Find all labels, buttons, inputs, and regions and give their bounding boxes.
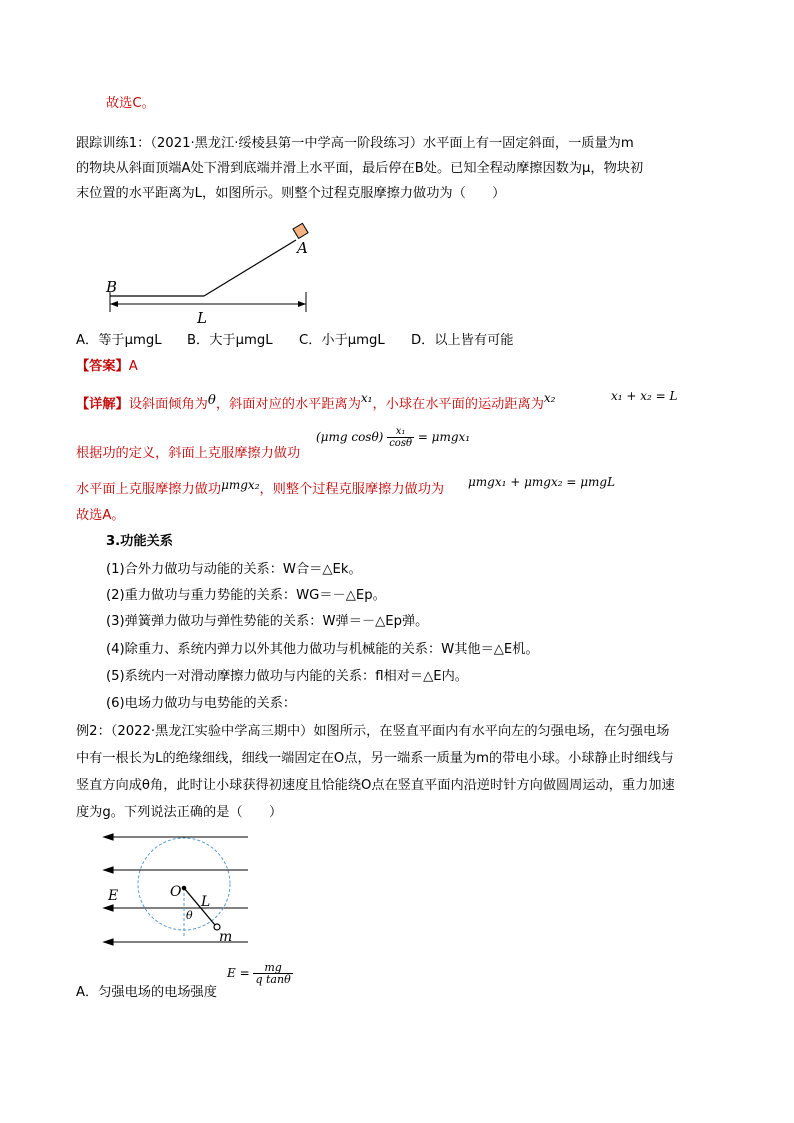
option-a-lhs: E = [227, 966, 250, 980]
question-1-line-3: 末位置的水平距离为L，如图所示。则整个过程克服摩擦力做功为（ ） [76, 186, 506, 201]
field-figure [100, 828, 255, 950]
label-l: L [197, 309, 207, 327]
option-a: A．等于μmgL [76, 333, 162, 348]
formula-incline-den: cosθ [389, 438, 412, 449]
detail-text-4: 水平面上克服摩擦力做功 [76, 482, 222, 497]
formula-sum: x₁ + x₂ = L [611, 389, 678, 403]
question-1-line-1: 跟踪训练1：（2021·黑龙江·绥棱县第一中学高一阶段练习）水平面上有一固定斜面，一质量为m [76, 136, 634, 151]
example-2-line-2: 中有一根长为L的绝缘细线，细线一端固定在O点，另一端系一质量为m的带电小球。小球静止时细线与 [76, 751, 674, 766]
detail-text-5: ，则整个过程克服摩擦力做功为 [259, 482, 445, 497]
field-arrow-2 [104, 867, 113, 873]
label-l2: L [201, 894, 211, 910]
detail-text-3: ，小球在水平面的运动距离为 [372, 397, 544, 412]
label-m: m [219, 929, 233, 945]
detail-line-2: 根据功的定义，斜面上克服摩擦力做功 [76, 446, 301, 461]
detail-text-2: ，斜面对应的水平距离为 [215, 397, 361, 412]
detail-conclusion: 故选A。 [76, 508, 125, 523]
answer-line [76, 359, 138, 375]
example-2-line-3: 竖直方向成θ角，此时让小球获得初速度且恰能绕O点在竖直平面内沿逆时针方向做圆周运动，重力加速 [76, 778, 675, 793]
x1-symbol: x₁ [360, 391, 373, 405]
example-2-option-a: A．匀强电场的电场强度 [76, 985, 217, 1000]
label-theta: θ [186, 909, 193, 922]
section-3-item-4: (4)除重力、系统内弹力以外其他力做功与机械能的关系：W其他＝△E机。 [106, 642, 539, 657]
option-a-den: q tanθ [255, 973, 291, 986]
option-a-num: mg [253, 962, 292, 974]
section-3-item-6: (6)电场力做功与电势能的关系： [106, 696, 297, 711]
section-3-title: 3.功能关系 [106, 534, 173, 549]
answer-value: A [128, 359, 138, 374]
detail-line-3 [76, 478, 445, 498]
formula-incline-num: x₁ [387, 426, 414, 438]
block-a [293, 223, 308, 238]
theta-symbol: θ [207, 393, 216, 408]
question-1-line-2: 的物块从斜面顶端A处下滑到底端并滑上水平面，最后停在B处。已知全程动摩擦因数为μ，物块初 [76, 161, 644, 176]
dimension-arrow-left [110, 301, 118, 307]
label-e: E [108, 888, 119, 904]
formula-horizontal-work: μmgx₂ [221, 478, 260, 492]
example-2-line-1: 例2：（2022·黑龙江实验中学高三期中）如图所示，在竖直平面内有水平向左的匀强电场，在匀强电场 [76, 724, 670, 739]
field-arrow-3 [104, 905, 113, 911]
section-3-item-1: (1)合外力做功与动能的关系：W合＝△Ek。 [106, 562, 362, 577]
circular-path [138, 838, 230, 930]
field-arrow-4 [104, 939, 113, 945]
x2-symbol: x₂ [543, 391, 556, 405]
label-b: B [106, 278, 118, 296]
dimension-arrow-right [298, 301, 306, 307]
section-3-item-5: (5)系统内一对滑动摩擦力做功与内能的关系：fl相对＝△E内。 [106, 669, 468, 684]
formula-incline-left: (μmg cosθ) [316, 430, 384, 444]
formula-incline-right: = μmgx₁ [417, 430, 471, 444]
detail-tag: 【详解】 [76, 397, 129, 412]
formula-total-work: μmgx₁ + μmgx₂ = μmgL [468, 475, 616, 489]
label-o: O [170, 884, 182, 900]
detail-line-1 [76, 391, 556, 413]
label-a: A [297, 239, 308, 257]
pivot-o [182, 886, 187, 891]
field-arrow-1 [104, 834, 113, 840]
example-2-line-4: 度为g。下列说法正确的是（ ） [76, 805, 283, 820]
section-3-item-2: (2)重力做功与重力势能的关系：WG＝－△Ep。 [106, 588, 386, 603]
section-3-item-3: (3)弹簧弹力做功与弹性势能的关系：W弹＝－△Ep弹。 [106, 614, 429, 629]
answer-tag: 【答案】 [76, 359, 129, 374]
detail-text-1: 设斜面倾角为 [128, 397, 208, 412]
option-c: C．小于μmgL [299, 333, 385, 348]
option-d: D．以上皆有可能 [411, 333, 514, 348]
incline-surface [204, 240, 296, 296]
previous-conclusion: 故选C。 [106, 96, 155, 111]
option-b: B．大于μmgL [187, 333, 273, 348]
formula-incline-work [316, 426, 470, 449]
option-a-formula [227, 962, 293, 985]
incline-figure [100, 222, 315, 327]
